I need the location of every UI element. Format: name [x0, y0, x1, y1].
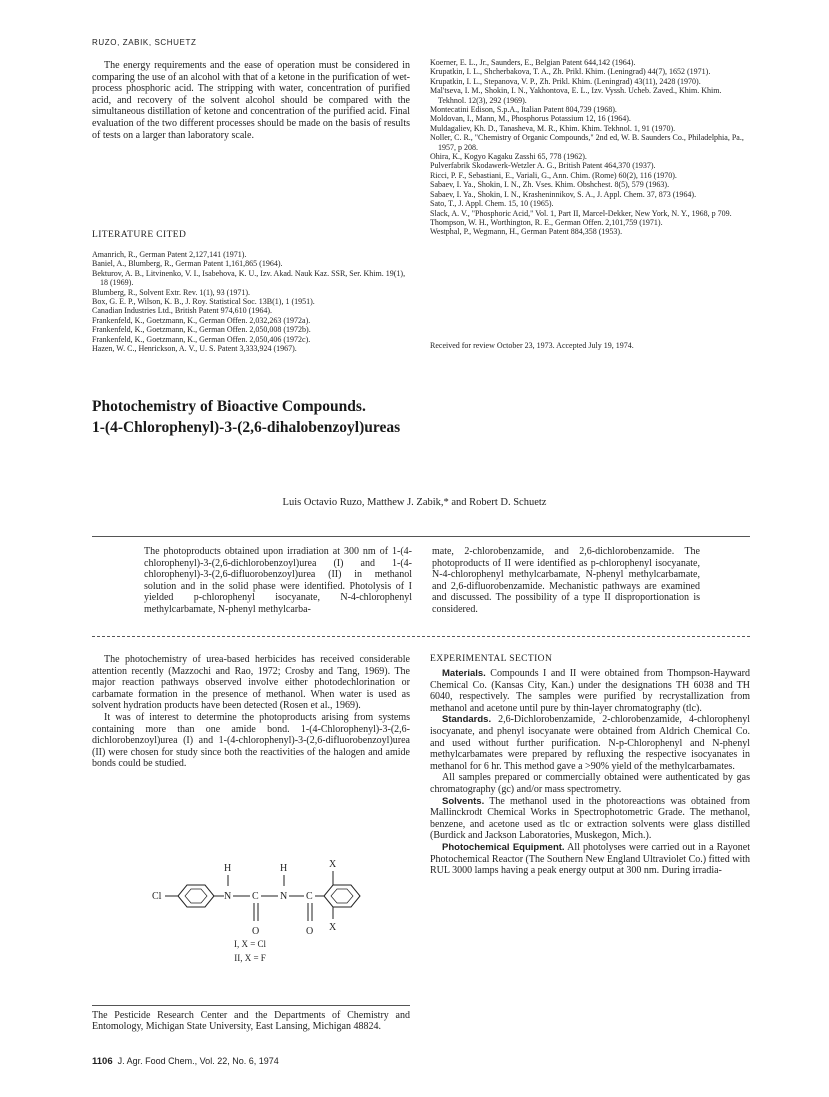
top-left-column — [92, 60, 410, 141]
intro-paragraph-2: It was of interest to determine the photoproducts arising from systems containing more than one amide bond. 1-(4-Chlorophenyl)-3-(2,6-dichlorobenzoyl)urea (I) and 1-(4-chlorophenyl)-3-(2,6-difluorobenzoyl)urea (II) were chosen for study since both the reactivities of the halogen and amide bonds could be studied. — [92, 711, 410, 770]
reference-entry: Frankenfeld, K., Goetzmann, K., German Offen. 2,032,263 (1972a). — [92, 315, 311, 325]
halogen-bottom-label: X — [329, 922, 337, 933]
standards-text: 2,6-Dichlorobenzamide, 2-chlorobenzamide, 4-chlorophenyl isocyanate, and phenyl isocyanate were obtained from Aldrich Chemical Co. and used without further purification. N-p-Chlorophenyl and N-phenyl methylcarbamates were prepared by refluxing the respective isocyanates in methanol for 6 hr. This method gave a >90% yield of the methylcarbamates. — [430, 714, 750, 772]
solvents-paragraph — [430, 796, 750, 842]
experimental-section — [430, 668, 750, 877]
solvents-heading: Solvents. — [442, 795, 485, 807]
reference-entry: Amanrich, R., German Patent 2,127,141 (1971). — [92, 250, 247, 259]
affiliation-rule — [92, 1005, 410, 1006]
reference-entry: Bekturov, A. B., Litvinenko, V. I., Isabehova, K. U., Izv. Akad. Nauk Kaz. SSR, Ser. Khim. 19(1), 18 (1969). — [92, 268, 406, 288]
chlorine-label: Cl — [152, 891, 162, 902]
intro-paragraph-1: The photochemistry of urea-based herbicides has received considerable attention recently (Mazzochi and Rao, 1972; Crosby and Tang, 1969). The major reaction pathways observed involve either photodechlorination or carbamate formation in the presence of methanol. When water is used as solvent hydration products have been detected (Rosen et al., 1969). — [92, 654, 410, 712]
closing-paragraph: The energy requirements and the ease of operation must be considered in comparing the use of an alcohol with that of a ketone in the purification of wet-process phosphoric acid. The stripping with water, concentration of purified acid, and recovery of the solvent alcohol should be compared with the simultaneous distillation of ketone and concentration of the purified acid. Final evaluation of the two different processes should be made on the basis of results of tests on a larger than laboratory scale. — [92, 60, 410, 141]
author-line: Luis Octavio Ruzo, Matthew J. Zabik,* and Robert D. Schuetz — [282, 497, 547, 508]
page-footer — [92, 1056, 279, 1067]
reference-entry: Koerner, E. L., Jr., Saunders, E., Belgian Patent 644,142 (1964). — [430, 58, 636, 67]
reference-entry: Blumberg, R., Solvent Extr. Rev. 1(1), 93 (1971). — [92, 287, 250, 297]
urea-structure-diagram — [140, 855, 370, 985]
compound-I-label: I, X = Cl — [233, 939, 267, 949]
reference-entry: Canadian Industries Ltd., British Patent 974,610 (1964). — [92, 306, 272, 316]
reference-entry: Box, G. E. P., Wilson, K. B., J. Roy. Statistical Soc. 13B(1), 1 (1951). — [92, 297, 315, 307]
reference-entry: Ohira, K., Kogyo Kagaku Zasshi 65, 778 (1962). — [430, 152, 587, 162]
oxygen-2-label: O — [306, 926, 314, 937]
carbon-1-label: C — [252, 891, 259, 902]
reference-entry: Sabaev, I. Ya., Shokin, I. N., Zh. Vses. Khim. Obshchest. 8(5), 579 (1963). — [430, 180, 670, 190]
reference-entry: Westphal, P., Wegmann, H., German Patent 884,358 (1953). — [430, 227, 623, 237]
nitrogen-1-label: N — [224, 891, 232, 902]
reference-entry: Slack, A. V., "Phosphoric Acid," Vol. 1, Part II, Marcel-Dekker, New York, N. Y., 1968, p 709. — [430, 208, 732, 218]
hydrogen-2-label: H — [280, 863, 288, 874]
abstract-right: mate, 2-chlorobenzamide, and 2,6-dichlorobenzamide. The photoproducts of II were identified as p-chlorophenyl isocyanate, N-4-chlorophenyl methylcarbamate, N-phenyl methylcarbamate, and 2,6-difluorobenzamide. Mechanistic pathways are examined and discussed. The possibility of a type II disproportionation is considered. — [432, 546, 700, 615]
article-title-line2: 1-(4-Chlorophenyl)-3-(2,6-dihalobenzoyl)ureas — [92, 419, 401, 436]
experimental-heading: EXPERIMENTAL SECTION — [430, 654, 553, 664]
reference-entry: Montecatini Edison, S.p.A., Italian Patent 804,739 (1968). — [430, 105, 617, 115]
compound-II-label: II, X = F — [234, 953, 266, 963]
photochemical-text: All photolyses were carried out in a Rayonet Photochemical Reactor (The Southern New England Ultraviolet Co.) fitted with RUL 3000 lamps having a peak energy output at 300 nm. During irradia- — [430, 841, 751, 877]
affiliation-note: The Pesticide Research Center and the Departments of Chemistry and Entomology, Michigan State University, East Lansing, Michigan 48824. — [92, 1010, 410, 1032]
reference-entry: Thompson, W. H., Worthington, R. E., German Offen. 2,101,759 (1971). — [430, 217, 663, 227]
received-note: Received for review October 23, 1973. Accepted July 19, 1974. — [430, 341, 634, 350]
solvents-text: The methanol used in the photoreactions was obtained from Mallinckrodt Chemical Works in Spectrophotometric Grade. The methanol, benzene, and acetone used as tlc or extraction solvents were glass distilled (Burdick and Jackson Laboratories, Muskegon, Mich.). — [430, 795, 750, 842]
article-title-line1: Photochemistry of Bioactive Compounds. — [92, 398, 366, 415]
reference-entry: Sabaev, I. Ya., Shokin, I. N., Krasheninnikov, S. A., J. Appl. Chem. 37, 873 (1964). — [430, 189, 697, 199]
literature-cited-heading: LITERATURE CITED — [92, 230, 187, 240]
authentication-paragraph: All samples prepared or commercially obtained were authenticated by gas chromatography (gc) and/or mass spectrometry. — [430, 772, 750, 795]
materials-paragraph — [430, 668, 750, 714]
halogen-top-label: X — [329, 859, 337, 870]
reference-entry: Frankenfeld, K., Goetzmann, K., German Offen. 2,050,406 (1972c). — [92, 334, 311, 344]
reference-entry: Moldovan, I., Mann, M., Phosphorus Potassium 12, 16 (1964). — [430, 114, 631, 124]
reference-entry: Noller, C. R., "Chemistry of Organic Compounds," 2nd ed, W. B. Saunders Co., Philadelphia, Pa., 1957, p 208. — [430, 133, 744, 152]
abstract-left: The photoproducts obtained upon irradiation at 300 nm of 1-(4-chlorophenyl)-3-(2,6-dichlorobenzoyl)urea (I) and 1-(4-chlorophenyl)-3-(2,6-difluorobenzoyl)urea (II) in methanol solution and in the solid phase were identified. Photolysis of I yielded p-chlorophenyl isocyanate, N-4-chlorophenyl methylcarbamate, N-phenyl methylcarba- — [144, 546, 412, 615]
reference-entry: Krupatkin, I. L., Stepanova, V. P., Zh. Prikl. Khim. (Leningrad) 43(11), 2428 (1970). — [430, 76, 701, 86]
standards-heading: Standards. — [442, 714, 492, 726]
reference-entry: Pulverfabrik Skodawerk-Wetzler A. G., British Patent 464,370 (1937). — [430, 161, 656, 171]
materials-heading: Materials. — [442, 668, 486, 679]
reference-list-left — [92, 250, 410, 353]
reference-entry: Krupatkin, I. L., Shcherbakova, T. A., Zh. Prikl. Khim. (Leningrad) 44(7), 1652 (1971). — [430, 67, 711, 77]
introduction — [92, 654, 410, 770]
reference-list-right — [430, 58, 750, 237]
running-head: RUZO, ZABIK, SCHUETZ — [92, 38, 197, 47]
nitrogen-2-label: N — [280, 891, 288, 902]
abstract-bottom-rule — [92, 636, 750, 637]
materials-text: Compounds I and II were obtained from Thompson-Hayward Chemical Co. (Kansas City, Kan.) under the designations TH 6038 and TH 6040, respectively. The samples were purified by recrystallization from methanol and acetone until pure by thin-layer chromatography (tlc). — [430, 668, 750, 714]
reference-entry: Hazen, W. C., Henrickson, A. V., U. S. Patent 3,333,924 (1967). — [92, 344, 297, 354]
photochemical-paragraph — [430, 842, 750, 877]
reference-entry: Ricci, P. F., Sebastiani, E., Variali, G., Ann. Chim. (Rome) 60(2), 116 (1970). — [430, 170, 677, 180]
reference-entry: Muldagaliev, Kh. D., Tanasheva, M. R., Khim. Khim. Tekhnol. 1, 91 (1970). — [430, 123, 676, 133]
hydrogen-1-label: H — [224, 863, 232, 874]
carbon-2-label: C — [306, 891, 313, 902]
reference-entry: Baniel, A., Blumberg, R., German Patent 1,161,865 (1964). — [92, 259, 283, 269]
page-number: 1106 — [92, 1056, 113, 1067]
journal-citation: J. Agr. Food Chem., Vol. 22, No. 6, 1974 — [117, 1056, 279, 1066]
reference-entry: Mal'tseva, I. M., Shokin, I. N., Yakhontova, E. L., Izv. Vyssh. Ucheb. Zaved., Khim. Khim. Tekhnol. 12(3), 292 (1969). — [430, 86, 722, 105]
standards-paragraph — [430, 714, 750, 772]
oxygen-1-label: O — [252, 926, 260, 937]
reference-entry: Sato, T., J. Appl. Chem. 15, 10 (1965). — [430, 199, 554, 209]
abstract-top-rule — [92, 536, 750, 537]
reference-entry: Frankenfeld, K., Goetzmann, K., German Offen. 2,050,008 (1972b). — [92, 325, 311, 335]
photochemical-heading: Photochemical Equipment. — [442, 841, 565, 853]
